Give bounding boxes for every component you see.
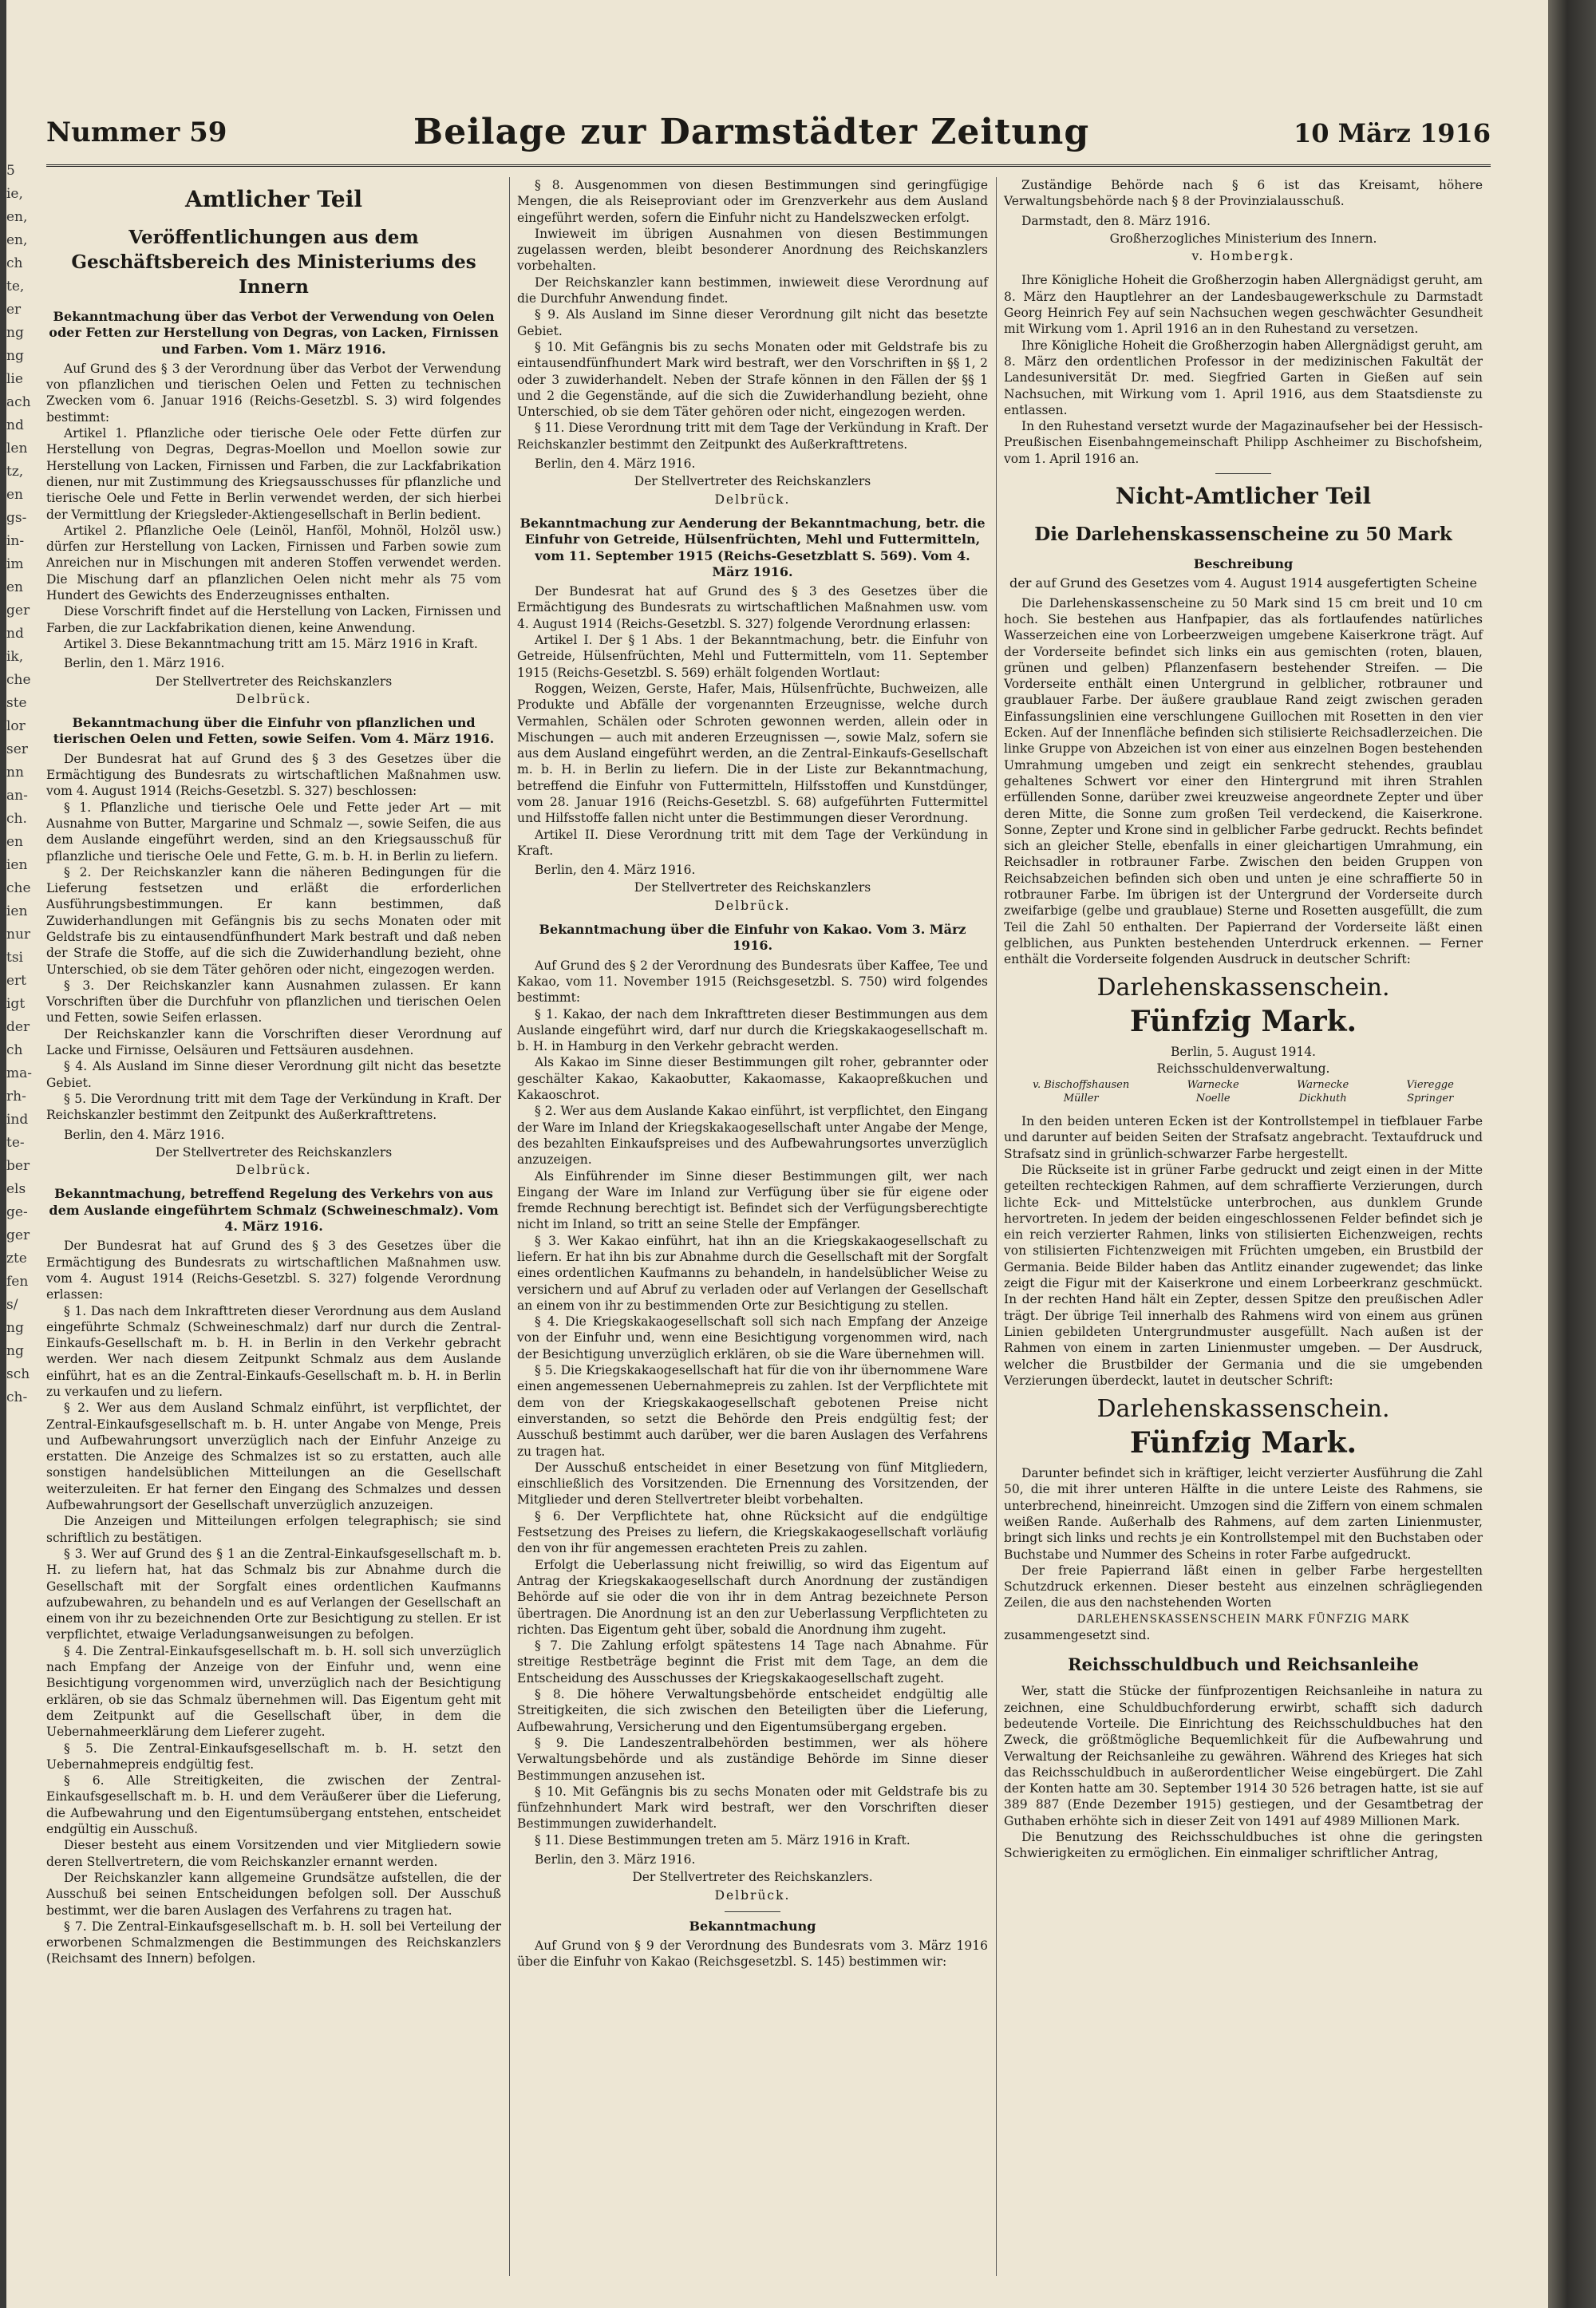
article-paragraph: Artikel I. Der § 1 Abs. 1 der Bekanntmachung, betr. die Einfuhr von Getreide, Hülsenfrüchten, Mehl und Futtermitteln, vom 11. September 1915 (Reichs-Gesetzbl. S. 569) erhält folgenden Wortlaut:: [517, 633, 988, 680]
article-paragraph: § 2. Der Reichskanzler kann die näheren Bedingungen für die Lieferung festsetzen und erläßt die erforderlichen Ausführungsbestimmungen. Er kann bestimmen, daß Zuwiderhandlungen mit Gefängnis bis zu sechs Monaten oder mit Geldstrafe bis zu eintausendfünfhundert Mark bestraft und daß neben der Strafe die Stoffe, auf die sich die Zuwiderhandlung bezieht, ohne Unterschied, ob sie dem Täter gehören oder nicht, eingezogen werden.: [46, 864, 501, 977]
banknote-legend-value: Fünfzig Mark.: [1129, 1005, 1357, 1039]
margin-fragment: s/: [6, 1297, 18, 1313]
banknote-signature: v. Bischoffshausen: [1033, 1079, 1130, 1092]
article-paragraph: Ihre Königliche Hoheit die Großherzogin haben Allergnädigst geruht, am 8. März den Hauptlehrer an der Landesbaugewerkschule zu Darmstadt Georg Heinrich Fey auf sein Nachsuchen wegen geschwächter Gesundheit mit Wirkung vom 1. April 1916 an in den Ruhestand zu versetzen.: [1004, 273, 1483, 337]
article-heading: Bekanntmachung über die Einfuhr von pflanzlichen und tierischen Oelen und Fetten, sowie Seifen. Vom 4. März 1916.: [53, 715, 495, 747]
banknote-legend: Darlehenskassenschein.: [1096, 1395, 1390, 1424]
article-body: [517, 177, 988, 453]
margin-fragment: lor: [6, 718, 26, 734]
separator-rule: [725, 1911, 780, 1912]
banknote-signature: Müller: [1063, 1093, 1099, 1105]
article-paragraph: Auf Grund von § 9 der Verordnung des Bundesrats vom 3. März 1916 über die Einfuhr von Kakao (Reichsgesetzbl. S. 145) bestimmen wir:: [517, 1938, 988, 1970]
article-paragraph: Artikel 1. Pflanzliche oder tierische Oele oder Fette dürfen zur Herstellung von Degras, Degras-Moellon und Moellon sowie zur Herstellung von Lacken, Firnissen und Farben, die zur Lackfabrikation dienen, nur mit Zustimmung des Kriegsausschusses für pflanzliche und tierische Oele und Fette in Berlin verwendet werden, der sich hierbei der Vermittlung der Kriegsleder-Aktiengesellschaft in Berlin bedient.: [46, 426, 501, 522]
margin-fragment: in-: [6, 533, 25, 549]
article-body: [1004, 1465, 1483, 1611]
article-heading: Reichsschuldbuch und Reichsanleihe: [1068, 1654, 1419, 1675]
article-paragraph: Artikel 3. Diese Bekanntmachung tritt am 15. März 1916 in Kraft.: [64, 636, 478, 651]
column-divider: [509, 177, 510, 2276]
margin-fragment: ger: [6, 603, 30, 618]
article-paragraph: § 1. Kakao, der nach dem Inkrafttreten dieser Bestimmungen aus dem Auslande eingeführt wird, darf nur durch die Kriegskakaogesellschaft m. b. H. in Hamburg in den Verkehr gebracht werden.: [517, 1006, 988, 1054]
article-paragraph: § 6. Alle Streitigkeiten, die zwischen der Zentral-Einkaufsgesellschaft m. b. H. und dem Veräußerer über die Lieferung, die Aufbewahrung und den Eigentumsübergang entstehen, entscheidet endgültig ein Ausschuß.: [46, 1773, 501, 1837]
banknote-signature-pair: [1187, 1078, 1239, 1105]
margin-fragment: ie,: [6, 186, 23, 202]
article-signature-title: Großherzogliches Ministerium des Innern.: [1109, 231, 1377, 246]
issue-date: 10 März 1916: [1293, 118, 1491, 148]
column-1: [46, 177, 501, 1967]
article-subheading: der auf Grund des Gesetzes vom 4. August 1914 ausgefertigten Scheine: [1009, 575, 1477, 591]
margin-fragment: nd: [6, 417, 24, 433]
banknote-signature: Springer: [1407, 1093, 1454, 1105]
article-date: Berlin, den 3. März 1916.: [535, 1852, 696, 1867]
article-heading: Bekanntmachung: [689, 1918, 816, 1934]
article-body: [1004, 1113, 1483, 1389]
article-signature-name: Delbrück.: [235, 1163, 312, 1178]
article-signature-name: Delbrück.: [714, 492, 791, 507]
article-body: [517, 958, 988, 1848]
margin-fragment: ber: [6, 1158, 30, 1174]
article-paragraph: Auf Grund des § 2 der Verordnung des Bundesrats über Kaffee, Tee und Kakao, vom 11. November 1915 (Reichsgesetzbl. S. 750) wird folgendes bestimmt:: [517, 958, 988, 1006]
margin-fragment: gs-: [6, 510, 27, 526]
article-paragraph: Erfolgt die Ueberlassung nicht freiwillig, so wird das Eigentum auf Antrag der Kriegskakaogesellschaft durch Anordnung der zuständigen Behörde auf sie oder die von ihr in dem Antrag bezeichnete Person übertragen. Die Anordnung ist an den zur Ueberlassung Verpflichteten zu richten. Das Eigentum geht über, sobald die Anordnung ihm zugeht.: [517, 1557, 988, 1637]
margin-fragment: ch-: [6, 1389, 28, 1405]
banknote-signature-pair: [1033, 1078, 1129, 1105]
article-paragraph: § 4. Die Kriegskakaogesellschaft soll sich nach Empfang der Anzeige von der Einfuhr und, wenn eine Besichtigung vorgenommen wird, nach der Besichtigung unverzüglich erklären, ob sie die Ware übernehmen will.: [517, 1314, 988, 1361]
margin-fragment: ng: [6, 325, 24, 341]
margin-fragment: en: [6, 487, 24, 503]
masthead: [46, 112, 1491, 160]
article-paragraph: § 1. Pflanzliche und tierische Oele und Fette jeder Art — mit Ausnahme von Butter, Margarine und Schmalz —, sowie Seifen, die aus dem Auslande eingeführt werden, sind an den Kriegsausschuß für pflanzliche und tierische Oele und Fette, G. m. b. H. in Berlin zu liefern.: [46, 800, 501, 864]
margin-fragment: en: [6, 834, 24, 850]
issue-number: Nummer 59: [46, 117, 227, 148]
article-signature-name: v. Hombergk.: [1191, 249, 1295, 264]
article-body: [517, 583, 988, 859]
margin-fragment: ser: [6, 741, 28, 757]
margin-fragment: ien: [6, 857, 28, 873]
article-paragraph: § 8. Die höhere Verwaltungsbehörde entscheidet endgültig alle Streitigkeiten, die sich zwischen den Beteiligten über die Lieferung, Aufbewahrung, Versicherung und den Eigentumsübergang ergeben.: [517, 1687, 988, 1734]
article-paragraph: § 4. Als Ausland im Sinne dieser Verordnung gilt nicht das besetzte Gebiet.: [46, 1059, 501, 1090]
article-heading: Bekanntmachung zur Aenderung der Bekanntmachung, betr. die Einfuhr von Getreide, Hülsenfrüchten, Mehl und Futtermitteln, vom 11. September 1915 (Reichs-Gesetzblatt S. 569). Vom 4. März 1916.: [519, 515, 986, 579]
article-body: [1004, 272, 1483, 467]
article-paragraph: § 4. Die Zentral-Einkaufsgesellschaft m. b. H. soll sich unverzüglich nach Empfang der Anzeige von der Einfuhr und, wenn eine Besichtigung vorgenommen wird, unverzüglich nach der Besichtigung erklären, ob sie das Schmalz übernehmen will. Das Eigentum geht mit dem Zeitpunkt auf die Gesellschaft über, in dem die Uebernahmeerklärung dem Lieferer zugeht.: [46, 1643, 501, 1740]
margin-fragment: ma-: [6, 1065, 32, 1081]
margin-fragment: en,: [6, 209, 28, 225]
article-paragraph: Die Anzeigen und Mitteilungen erfolgen telegraphisch; sie sind schriftlich zu bestätigen.: [46, 1514, 501, 1545]
margin-fragment: ng: [6, 1320, 24, 1336]
article-body: [1004, 595, 1483, 968]
margin-fragment: els: [6, 1181, 26, 1197]
article-paragraph: § 11. Diese Verordnung tritt mit dem Tage der Verkündung in Kraft. Der Reichskanzler bestimmt den Zeitpunkt des Außerkrafttretens.: [517, 421, 988, 452]
separator-rule: [1215, 473, 1271, 474]
article-paragraph: § 10. Mit Gefängnis bis zu sechs Monaten oder mit Geldstrafe bis zu fünfzehnhundert Mark wird bestraft, wer den Vorschriften dieser Bestimmungen zuwiderhandelt.: [517, 1784, 988, 1832]
article-paragraph: Der Bundesrat hat auf Grund des § 3 des Gesetzes über die Ermächtigung des Bundesrats zu wirtschaftlichen Maßnahmen usw. vom 4. August 1914 (Reichs-Gesetzbl. S. 327) folgende Verordnung erlassen:: [517, 584, 988, 631]
margin-fragment: ik,: [6, 649, 24, 665]
margin-fragment: ng: [6, 1343, 24, 1359]
section-subheading: Die Darlehenskassenscheine zu 50 Mark: [1034, 524, 1452, 546]
margin-fragment: 5: [6, 163, 15, 179]
margin-fragment: nd: [6, 626, 24, 642]
article-heading: Bekanntmachung, betreffend Regelung des Verkehrs von aus dem Auslande eingeführtem Schmalz (Schweineschmalz). Vom 4. März 1916.: [49, 1186, 499, 1235]
article-paragraph: Artikel II. Diese Verordnung tritt mit dem Tage der Verkündung in Kraft.: [517, 827, 988, 858]
article-paragraph: Diese Vorschrift findet auf die Herstellung von Lacken, Firnissen und Farben, die zur Lackfabrikation dienen, keine Anwendung.: [46, 604, 501, 635]
article-paragraph: Der Bundesrat hat auf Grund des § 3 des Gesetzes über die Ermächtigung des Bundesrats zu wirtschaftlichen Maßnahmen usw. vom 4. August 1914 (Reichs-Gesetzbl. S. 327) beschlossen:: [46, 751, 501, 799]
margin-fragment: im: [6, 556, 24, 572]
margin-fragment: zte: [6, 1251, 27, 1267]
article-paragraph: Darunter befindet sich in kräftiger, leicht verzierter Ausführung die Zahl 50, die mit ihrer unteren Hälfte in die untere Leiste des Rahmens, sie unterbrechend, hineinreicht. Umzogen sind die Ziffern von einem schmalen weißen Rande. Außerhalb des Rahmens, auf dem zarten Linienmuster, bringt sich links und rechts je ein Kontrollstempel mit den Buchstaben oder Buchstabe und Nummer des Scheins in roter Farbe aufgedruckt.: [1004, 1466, 1483, 1562]
article-body: [1004, 1683, 1483, 1861]
margin-fragment: ger: [6, 1227, 30, 1243]
margin-fragment: igt: [6, 996, 26, 1012]
article-signature-name: Delbrück.: [714, 1887, 791, 1903]
article-date: Berlin, den 4. März 1916.: [535, 456, 696, 472]
banknote-issuer: Reichsschuldenverwaltung.: [1156, 1061, 1330, 1076]
column-3: [1004, 177, 1483, 1862]
margin-fragment: en,: [6, 232, 28, 248]
article-paragraph: § 5. Die Kriegskakaogesellschaft hat für die von ihr übernommene Ware einen angemessenen Uebernahmepreis zu zahlen. Ist der Verpflichtete mit dem von der Kriegskakaogesellschaft gebotenen Preise nicht einverstanden, so setzt die Behörde den Preis endgültig fest; der Ausschuß bestimmt auch darüber, wer die baren Auslagen des Verfahrens zu tragen hat.: [517, 1363, 988, 1459]
article-heading: Bekanntmachung über die Einfuhr von Kakao. Vom 3. März 1916.: [539, 922, 966, 954]
article-paragraph: § 9. Die Landeszentralbehörden bestimmen, wer als höhere Verwaltungsbehörde und als zuständige Behörde im Sinne dieser Bestimmungen anzusehen ist.: [517, 1735, 988, 1783]
article-paragraph: Der Reichskanzler kann die Vorschriften dieser Verordnung auf Lacke und Firnisse, Oelsäuren und Fettsäuren ausdehnen.: [46, 1026, 501, 1058]
section-heading: Amtlicher Teil: [185, 186, 362, 212]
article-paragraph: Roggen, Weizen, Gerste, Hafer, Mais, Hülsenfrüchte, Buchweizen, alle Produkte und Abfälle der vorgenannten Erzeugnisse, welche durch Vermahlen, Schälen oder Schroten gewonnen werden, allein oder in Mischungen — auch mit anderen Erzeugnissen —, sowie Malz, sofern sie aus dem Ausland eingeführt werden, an die Zentral-Einkaufs-Gesellschaft m. b. H. in Berlin zu liefern. Die in der Liste zur Bekanntmachung, betreffend die Einfuhr von Futtermitteln, Hilfsstoffen und Kunstdünger, vom 28. Januar 1916 (Reichs-Gesetzbl. S. 68) aufgeführten Futtermittel und Hilfsstoffe fallen nicht unter die Bestimmungen dieser Verordnung.: [517, 681, 988, 826]
margin-fragment: fen: [6, 1274, 29, 1290]
article-paragraph: Als Kakao im Sinne dieser Bestimmungen gilt roher, gebrannter oder geschälter Kakao, Kakaobutter, Kakaomasse, Kakaopreßkuchen und Kakaoschrot.: [517, 1055, 988, 1103]
banknote-signature-pair: [1297, 1078, 1349, 1105]
article-paragraph: § 9. Als Ausland im Sinne dieser Verordnung gilt nicht das besetzte Gebiet.: [517, 307, 988, 338]
article-signature-title: Der Stellvertreter des Reichskanzlers.: [632, 1870, 873, 1885]
margin-fragment: ien: [6, 903, 28, 919]
section-subheading: Veröffentlichungen aus dem Geschäftsbereich des Ministeriums des Innern: [71, 227, 476, 298]
article-signature-title: Der Stellvertreter des Reichskanzlers: [155, 674, 393, 689]
article-paragraph: Ihre Königliche Hoheit die Großherzogin haben Allergnädigst geruht, am 8. März den ordentlichen Professor in der medizinischen Fakultät der Landesuniversität Dr. med. Siegfried Garten in Gießen auf sein Nachsuchen, mit Wirkung vom 1. April 1916, aus dem Staatsdienste zu entlassen.: [1004, 338, 1483, 417]
article-paragraph: Wer, statt die Stücke der fünfprozentigen Reichsanleihe in natura zu zeichnen, eine Schuldbuchforderung erwirbt, schafft sich dadurch bedeutende Vorteile. Die Einrichtung des Reichsschuldbuches hat den Zweck, die größtmögliche Bequemlichkeit für die Aufbewahrung und Verwaltung der Reichsanleihe zu gewähren. Während des Krieges hat sich das Reichsschuldbuch in außerordentlicher Weise eingebürgert. Die Zahl der Konten hatte am 30. September 1914 30 526 betragen hatte, ist sie auf 389 887 (Ende Dezember 1915) gestiegen, und der Gesamtbetrag der Guthaben erhöhte sich in dieser Zeit von 1491 auf 4989 Millionen Mark.: [1004, 1684, 1483, 1828]
article-paragraph: Auf Grund des § 3 der Verordnung über das Verbot der Verwendung von pflanzlichen und tierischen Oelen und Fetten zu technischen Zwecken vom 6. Januar 1916 (Reichs-Gesetzbl. S. 3) wird folgendes bestimmt:: [46, 361, 501, 425]
article-date: Berlin, den 4. März 1916.: [64, 1127, 225, 1142]
margin-fragment: an-: [6, 788, 28, 804]
banknote-signature-pair: [1407, 1078, 1454, 1105]
article-paragraph: § 10. Mit Gefängnis bis zu sechs Monaten oder mit Geldstrafe bis zu eintausendfünfhundert Mark wird bestraft, wer den Vorschriften in §§ 1, 2 oder 3 zuwiderhandelt. Neben der Strafe können in den Fällen der §§ 1 und 2 die Gegenstände, auf die sich die Zuwiderhandlung bezieht, ohne Unterschied, ob sie dem Täter gehören oder nicht, eingezogen werden.: [517, 339, 988, 420]
article-paragraph: § 3. Wer auf Grund des § 1 an die Zentral-Einkaufsgesellschaft m. b. H. zu liefern hat, hat das Schmalz bis zur Abnahme durch die Gesellschaft mit der Sorgfalt eines ordentlichen Kaufmanns aufzubewahren, zu behandeln und es auf Verlangen der Gesellschaft an einem von ihr zu bezeichnenden Orte zur Besichtigung zu stellen. Er ist verpflichtet, etwaige Verladungsanweisungen zu befolgen.: [46, 1546, 501, 1642]
margin-fragment: nn: [6, 765, 24, 781]
article-paragraph: Der Ausschuß entscheidet in einer Besetzung von fünf Mitgliedern, einschließlich des Vorsitzenden. Die Ernennung des Vorsitzenden, der Mitglieder und deren Stellvertreter bleibt vorbehalten.: [517, 1460, 988, 1508]
banknote-signatures: [1004, 1078, 1483, 1105]
article-paragraph: Die Rückseite ist in grüner Farbe gedruckt und zeigt einen in der Mitte geteilten rechteckigen Rahmen, auf dem schraffierte Verzierungen, durch lichte Eck- und Mittelstücke unterbrochen, aus dunklem Grunde hervortreten. In jedem der beiden eingeschlossenen Felder befindet sich je ein reich verzierter Rahmen, links von stilisierten Eichenzweigen, rechts von stilisierten Fichtenzweigen mit Früchten umgeben, ein Brustbild der Germania. Beide Bilder haben das Antlitz einander zugewendet; das linke zeigt die Figur mit der Kaiserkrone und einem Lorbeerkranz geschmückt. In der rechten Hand hält ein Zepter, dessen Spitze den preußischen Adler trägt. Der übrige Teil innerhalb des Rahmens wird von einem aus grünen Linien gebildeten Untergrundmuster ausgefüllt. Nach außen ist der Rahmen von einem in zarten Linienmuster umgeben. — Der Ausdruck, welcher die Brustbilder der Germania und die sie umgebenden Verzierungen überdeckt, lautet in deutscher Schrift:: [1004, 1162, 1483, 1388]
banknote-signature: Noelle: [1195, 1093, 1231, 1105]
article-paragraph: zusammengesetzt sind.: [1004, 1628, 1151, 1643]
margin-fragment: len: [6, 441, 28, 456]
banknote-signature: Warnecke: [1187, 1079, 1239, 1092]
article-paragraph: Der Reichskanzler kann bestimmen, inwieweit diese Verordnung auf die Durchfuhr Anwendung findet.: [517, 275, 988, 306]
margin-fragment: ng: [6, 348, 24, 364]
margin-fragment: nur: [6, 927, 31, 943]
margin-fragment: ind: [6, 1112, 29, 1128]
article-paragraph: § 8. Ausgenommen von diesen Bestimmungen sind geringfügige Mengen, die als Reiseproviant oder im Grenzverkehr aus dem Ausland eingeführt werden, sofern die Einfuhr nicht zu Handelszwecken erfolgt.: [517, 178, 988, 225]
margin-fragment: te,: [6, 279, 25, 294]
margin-fragment: che: [6, 880, 31, 896]
article-body: [46, 1238, 501, 1966]
margin-fragment: te-: [6, 1135, 25, 1151]
margin-fragment: ert: [6, 973, 27, 989]
article-paragraph: Der Reichskanzler kann allgemeine Grundsätze aufstellen, die der Ausschuß bei seinen Entscheidungen befolgen soll. Der Ausschuß bestimmt, wer die baren Auslagen des Verfahrens zu tragen hat.: [46, 1870, 501, 1918]
article-heading: Beschreibung: [1193, 556, 1294, 572]
margin-fragment: che: [6, 672, 31, 688]
banknote-signature: Vieregge: [1406, 1079, 1454, 1092]
article-paragraph: Als Einführender im Sinne dieser Bestimmungen gilt, wer nach Eingang der Ware im Inland zur Verfügung über sie für eigene oder fremde Rechnung berechtigt ist. Befindet sich der Verfügungsberechtigte nicht im Inland, so tritt an seine Stelle der Empfänger.: [517, 1168, 988, 1232]
left-margin-fragments: [6, 160, 38, 1915]
article-paragraph: Die Darlehenskassenscheine zu 50 Mark sind 15 cm breit und 10 cm hoch. Sie bestehen aus Hanfpapier, das als fortlaufendes natürliches Wasserzeichen eine von Lorbeerzweigen umgebene Kaiserkrone trägt. Auf der Vorderseite befindet sich links ein aus gemischten (roten, blauen, grünen und gelben) Pflanzenfasern bestehender Streifen. — Die Vorderseite enthält einen Untergrund in gelblicher, rotbrauner und graublauer Farbe. Der äußere graublaue Rand zeigt zwischen geraden Einfassungslinien eine verschlungene Guillochen mit Rosetten in den vier Ecken. Auf der Innenfläche befinden sich stilisierte Reichsadlerzeichen. Die linke Gruppe von Abzeichen ist von einer aus einzelnen Bogen bestehenden Umrahmung umgeben und zeigt ein senkrecht stehendes, graublau gehaltenes Schwert vor einer den Hintergrund mit ihren Strahlen erfüllenden Sonne, darüber zwei kreuzweise angeordnete Zepter und über deren Mitte, die Sonne zum großen Teil verdeckend, die Kaiserkrone. Sonne, Zepter und Krone sind in gelblicher Farbe gedruckt. Rechts befindet sich an gleicher Stelle, ebenfalls in einer gleichartigen Umrahmung, ein Reichsadler in rotbrauner Farbe. Zwischen den beiden Gruppen von Reichsabzeichen befinden sich oben und unten je eine schraffierte 50 in rotbrauner Farbe. Im übrigen ist der Untergrund der Vorderseite durch zweifarbige (gelbe und graublaue) Sterne und Rosetten ausgefüllt, die zum Teil die Zahl 50 enthalten. Der Papierrand der Vorderseite läßt einen gelblichen, aus Punkten bestehenden Unterdruck erkennen. — Ferner enthält die Vorderseite folgenden Ausdruck in deutscher Schrift:: [1004, 595, 1483, 967]
article-paragraph: § 7. Die Zahlung erfolgt spätestens 14 Tage nach Abnahme. Für streitige Restbeträge beginnt die Frist mit dem Tage, an dem die Entscheidung des Ausschusses der Kriegskakaogesellschaft zugeht.: [517, 1638, 988, 1686]
book-edge: [1548, 0, 1596, 2308]
margin-fragment: er: [6, 302, 22, 318]
margin-fragment: ach: [6, 394, 31, 410]
margin-fragment: ch: [6, 1042, 23, 1058]
article-signature-title: Der Stellvertreter des Reichskanzlers: [634, 880, 871, 895]
article-paragraph: § 3. Der Reichskanzler kann Ausnahmen zulassen. Er kann Vorschriften über die Durchfuhr von pflanzlichen und tierischen Oelen und Fetten, sowie Seifen erlassen.: [46, 978, 501, 1026]
article-paragraph: Dieser besteht aus einem Vorsitzenden und vier Mitgliedern sowie deren Stellvertretern, die vom Reichskanzler ernannt werden.: [46, 1838, 501, 1869]
column-divider: [996, 177, 997, 2276]
protection-print-words: DARLEHENSKASSENSCHEIN MARK FÜNFZIG MARK: [1077, 1612, 1410, 1626]
article-paragraph: § 3. Wer Kakao einführt, hat ihn an die Kriegskakaogesellschaft zu liefern. Er hat ihn bis zur Abnahme durch die Gesellschaft mit der Sorgfalt eines ordentlichen Kaufmanns zu behandeln, in handelsüblicher Weise zu versichern und auf Abruf zu verladen oder auf Verlangen der Gesellschaft an einem von ihr zu bestimmenden Orte zur Besichtigung zu stellen.: [517, 1233, 988, 1313]
margin-fragment: der: [6, 1019, 30, 1035]
margin-fragment: ste: [6, 695, 27, 711]
margin-fragment: rh-: [6, 1089, 26, 1105]
margin-fragment: tsi: [6, 950, 23, 966]
article-paragraph: § 2. Wer aus dem Ausland Schmalz einführt, ist verpflichtet, der Zentral-Einkaufsgesellschaft m. b. H. unter Angabe von Menge, Preis und Aufbewahrungsort unverzüglich nach der Einfuhr Anzeige zu erstatten. Die Anzeige des Schmalzes ist so zu erstatten, auch alle sonstigen handelsüblichen Mitteilungen an die Gesellschaft weiterzuleiten. Er hat ferner den Eingang des Schmalzes und dessen Aufbewahrungsort der Gesellschaft unverzüglich anzuzeigen.: [46, 1401, 501, 1513]
column-2: [517, 177, 988, 1970]
margin-fragment: sch: [6, 1366, 30, 1382]
article-paragraph: Der Bundesrat hat auf Grund des § 3 des Gesetzes über die Ermächtigung des Bundesrats zu wirtschaftlichen Maßnahmen usw. vom 4. August 1914 (Reichs-Gesetzbl. S. 327) folgende Verordnung erlassen:: [46, 1239, 501, 1302]
article-paragraph: § 7. Die Zentral-Einkaufsgesellschaft m. b. H. soll bei Verteilung der erworbenen Schmalzmengen die Bestimmungen des Reichskanzlers (Reichsamt des Innern) befolgen.: [46, 1919, 501, 1966]
article-body: [46, 361, 501, 652]
section-heading: Nicht-Amtlicher Teil: [1115, 483, 1372, 510]
article-signature-name: Delbrück.: [714, 898, 791, 913]
article-heading: Bekanntmachung über das Verbot der Verwendung von Oelen oder Fetten zur Herstellung von Degras, von Lacken, Firnissen und Farben. Vom 1. März 1916.: [49, 309, 499, 357]
article-paragraph: Zuständige Behörde nach § 6 ist das Kreisamt, höhere Verwaltungsbehörde nach § 8 der Provinzialausschuß.: [1004, 178, 1483, 209]
article-date: Darmstadt, den 8. März 1916.: [1021, 213, 1211, 228]
article-body: [46, 751, 501, 1124]
article-signature-title: Der Stellvertreter des Reichskanzlers: [155, 1144, 393, 1160]
article-paragraph: In den beiden unteren Ecken ist der Kontrollstempel in tiefblauer Farbe und darunter auf beiden Seiten der Strafsatz angebracht. Textaufdruck und Strafsatz sind in grünlich-schwarzer Farbe hergestellt.: [1004, 1114, 1483, 1161]
article-paragraph: § 5. Die Verordnung tritt mit dem Tage der Verkündung in Kraft. Der Reichskanzler bestimmt den Zeitpunkt des Außerkrafttretens.: [46, 1091, 501, 1123]
article-paragraph: § 6. Der Verpflichtete hat, ohne Rücksicht auf die endgültige Festsetzung des Preises zu liefern, die Kriegskakaogesellschaft vorläufig den von ihr für angemessen erachteten Preis zu zahlen.: [517, 1508, 988, 1556]
newspaper-title: Beilage zur Darmstädter Zeitung: [413, 112, 1090, 152]
article-paragraph: Artikel 2. Pflanzliche Oele (Leinöl, Hanföl, Mohnöl, Holzöl usw.) dürfen zur Herstellung von Lacken, Firnissen und Farben sowie zum Anreichen nur in Mischungen mit anderen Stoffen verwendet werden. Die Mischung darf an pflanzlichen Oelen nicht mehr als 75 vom Hundert des Gewichts des Enderzeugnisses enthalten.: [46, 523, 501, 603]
article-paragraph: § 1. Das nach dem Inkrafttreten dieser Verordnung aus dem Ausland eingeführte Schmalz (Schweineschmalz) darf nur durch die Zentral-Einkaufs-Gesellschaft m. b. H. in Berlin in den Verkehr gebracht werden. Wer nach diesem Zeitpunkt Schmalz aus dem Auslande einführt, hat es an die Zentral-Einkaufs-Gesellschaft m. b. H. in Berlin zu verkaufen und zu liefern.: [46, 1303, 501, 1399]
margin-fragment: tz,: [6, 464, 24, 480]
margin-fragment: lie: [6, 371, 23, 387]
article-signature-name: Delbrück.: [235, 691, 312, 706]
article-paragraph: Die Benutzung des Reichsschuldbuches ist ohne die geringsten Schwierigkeiten zu ermöglichen. Ein einmaliger schriftlicher Antrag,: [1004, 1830, 1483, 1861]
article-date: Berlin, den 4. März 1916.: [535, 863, 696, 878]
banknote-legend-value: Fünfzig Mark.: [1129, 1426, 1357, 1460]
margin-fragment: en: [6, 579, 24, 595]
article-paragraph: Der freie Papierrand läßt einen in gelber Farbe hergestellten Schutzdruck erkennen. Dieser besteht aus einzelnen schrägliegenden Zeilen, die aus den nachstehenden Worten: [1004, 1563, 1483, 1610]
banknote-legend: Darlehenskassenschein.: [1096, 974, 1390, 1002]
article-date: Berlin, den 1. März 1916.: [64, 656, 225, 671]
banknote-place-date: Berlin, 5. August 1914.: [1170, 1045, 1316, 1060]
banknote-signature: Dickhuth: [1298, 1093, 1347, 1105]
newspaper-page: [6, 0, 1548, 2308]
article-paragraph: § 11. Diese Bestimmungen treten am 5. März 1916 in Kraft.: [535, 1832, 911, 1848]
masthead-rule: [46, 164, 1491, 167]
margin-fragment: ch.: [6, 811, 27, 827]
article-paragraph: § 5. Die Zentral-Einkaufsgesellschaft m. b. H. setzt den Uebernahmepreis endgültig fest.: [46, 1741, 501, 1772]
margin-fragment: ge-: [6, 1204, 28, 1220]
margin-fragment: ch: [6, 255, 23, 271]
article-signature-title: Der Stellvertreter des Reichskanzlers: [634, 474, 871, 489]
article-paragraph: In den Ruhestand versetzt wurde der Magazinaufseher bei der Hessisch-Preußischen Eisenbahngemeinschaft Philipp Aschheimer zu Bischofsheim, vom 1. April 1916 an.: [1004, 419, 1483, 466]
article-paragraph: § 2. Wer aus dem Auslande Kakao einführt, ist verpflichtet, den Eingang der Ware im Inland der Kriegskakaogesellschaft unter Angabe der Menge, des bezahlten Einkaufspreises und des Aufbewahrungsortes unverzüglich anzuzeigen.: [517, 1104, 988, 1168]
article-paragraph: Inwieweit im übrigen Ausnahmen von diesen Bestimmungen zugelassen werden, bleibt besonderer Anordnung des Reichskanzlers vorbehalten.: [517, 226, 988, 274]
banknote-signature: Warnecke: [1297, 1079, 1349, 1092]
